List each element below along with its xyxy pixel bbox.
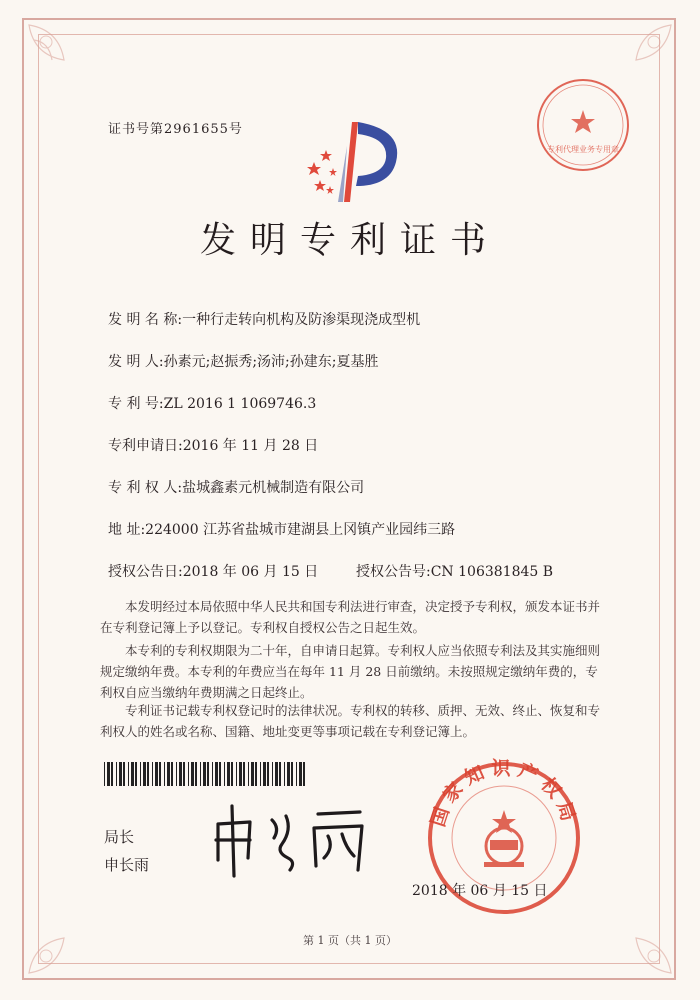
field-grant-number bbox=[356, 562, 553, 582]
body-paragraph: 本专利的专利权期限为二十年，自申请日起算。专利权人应当依照专利法及其实施细则规定缴纳年费。本专利的年费应当在每年 11 月 28 日前缴纳。未按照规定缴纳年费的，专利权自应当缴纳年费期满之日起终止。 bbox=[100, 643, 601, 700]
field-label: 专 利 号: bbox=[108, 396, 164, 412]
barcode-bar bbox=[147, 762, 149, 786]
barcode-bar bbox=[260, 762, 261, 786]
barcode-bar bbox=[195, 762, 197, 786]
barcode-bar bbox=[119, 762, 122, 786]
field-value: 224000 江苏省盐城市建湖县上冈镇产业园纬三路 bbox=[145, 522, 456, 538]
field-address bbox=[108, 520, 455, 540]
seal-top-text: 专利代理业务专用章 bbox=[547, 145, 619, 154]
barcode-bar bbox=[191, 762, 194, 786]
body-paragraph: 专利证书记载专利权登记时的法律状况。专利权的转移、质押、无效、终止、恢复和专利权人的姓名或名称、国籍、地址变更等事项记载在专利登记簿上。 bbox=[100, 703, 601, 739]
barcode-bar bbox=[152, 762, 153, 786]
barcode-bar bbox=[176, 762, 177, 786]
field-value: 2018 年 06 月 15 日 bbox=[182, 564, 319, 580]
field-label: 发 明 人: bbox=[108, 354, 164, 370]
agency-seal-top-right bbox=[534, 76, 632, 174]
barcode-bar bbox=[303, 762, 305, 786]
barcode-bar bbox=[131, 762, 134, 786]
signatory-title: 局长 bbox=[104, 828, 135, 846]
barcode-bar bbox=[272, 762, 273, 786]
barcode-bar bbox=[231, 762, 233, 786]
barcode-bar bbox=[135, 762, 137, 786]
barcode-bar bbox=[171, 762, 173, 786]
barcode-bar bbox=[224, 762, 225, 786]
barcode-bar bbox=[143, 762, 146, 786]
barcode-bar bbox=[104, 762, 105, 786]
barcode-bar bbox=[123, 762, 125, 786]
field-patent-number bbox=[108, 394, 316, 414]
barcode-bar bbox=[203, 762, 206, 786]
barcode-bar bbox=[219, 762, 221, 786]
barcode-bar bbox=[279, 762, 281, 786]
barcode-bar bbox=[200, 762, 201, 786]
barcode-bar bbox=[284, 762, 285, 786]
barcode-bar bbox=[248, 762, 249, 786]
barcode-bar bbox=[183, 762, 185, 786]
certificate-number: 证书号第2961655号 bbox=[108, 122, 243, 137]
barcode-bar bbox=[243, 762, 245, 786]
field-label: 地 址: bbox=[108, 522, 146, 538]
field-value: 2016 年 11 月 28 日 bbox=[182, 438, 319, 454]
certificate-title: 发明专利证书 bbox=[199, 220, 500, 261]
field-label: 授权公告号: bbox=[356, 564, 431, 580]
field-value: ZL 2016 1 1069746.3 bbox=[163, 396, 317, 412]
barcode-bar bbox=[236, 762, 237, 786]
barcode-bar bbox=[188, 762, 189, 786]
field-value: CN 106381845 B bbox=[430, 564, 554, 580]
barcode-bar bbox=[179, 762, 182, 786]
field-filing-date bbox=[108, 436, 318, 456]
barcode-bar bbox=[215, 762, 218, 786]
barcode-bar bbox=[159, 762, 161, 786]
patent-office-logo-icon bbox=[300, 116, 410, 206]
seal-date: 2018 年 06 月 15 日 bbox=[412, 883, 548, 899]
corner-ornament-top-left bbox=[24, 20, 94, 90]
barcode-bar bbox=[107, 762, 110, 786]
barcode-bar bbox=[296, 762, 297, 786]
barcode-bar bbox=[207, 762, 209, 786]
field-invention-name bbox=[108, 310, 420, 330]
barcode-bar bbox=[291, 762, 293, 786]
field-grant-date bbox=[108, 562, 318, 582]
barcode-bar bbox=[155, 762, 158, 786]
barcode-bar bbox=[164, 762, 165, 786]
field-label: 授权公告日: bbox=[108, 564, 183, 580]
barcode-bar bbox=[263, 762, 266, 786]
barcode-bar bbox=[299, 762, 302, 786]
field-patentee bbox=[108, 478, 364, 498]
barcode-bar bbox=[111, 762, 113, 786]
field-value: 一种行走转向机构及防渗渠现浇成型机 bbox=[182, 312, 421, 328]
barcode-bar bbox=[128, 762, 129, 786]
field-value: 孙素元;赵振秀;汤沛;孙建东;夏基胜 bbox=[163, 354, 379, 370]
director-signature bbox=[210, 800, 380, 880]
barcode-bar bbox=[227, 762, 230, 786]
field-label: 专 利 权 人: bbox=[108, 480, 183, 496]
field-inventors bbox=[108, 352, 379, 372]
field-label: 发 明 名 称: bbox=[108, 312, 183, 328]
page-number: 第 1 页（共 1 页） bbox=[303, 934, 397, 947]
body-paragraph: 本发明经过本局依照中华人民共和国专利法进行审查，决定授予专利权，颁发本证书并在专利登记簿上予以登记。专利权自授权公告之日起生效。 bbox=[100, 599, 601, 635]
seal-main-text: 国家知识产权局 bbox=[426, 758, 582, 830]
barcode-bar bbox=[251, 762, 254, 786]
barcode-bar bbox=[140, 762, 141, 786]
barcode-bar bbox=[239, 762, 242, 786]
barcode-bar bbox=[287, 762, 290, 786]
barcode-bar bbox=[255, 762, 257, 786]
field-value: 盐城鑫素元机械制造有限公司 bbox=[182, 480, 365, 496]
barcode-bar bbox=[212, 762, 213, 786]
barcode-bar bbox=[275, 762, 278, 786]
field-label: 专利申请日: bbox=[108, 438, 183, 454]
barcode-bar bbox=[116, 762, 117, 786]
barcode-bar bbox=[267, 762, 269, 786]
signatory-name: 申长雨 bbox=[104, 856, 150, 874]
barcode bbox=[104, 762, 310, 786]
barcode-bar bbox=[167, 762, 170, 786]
